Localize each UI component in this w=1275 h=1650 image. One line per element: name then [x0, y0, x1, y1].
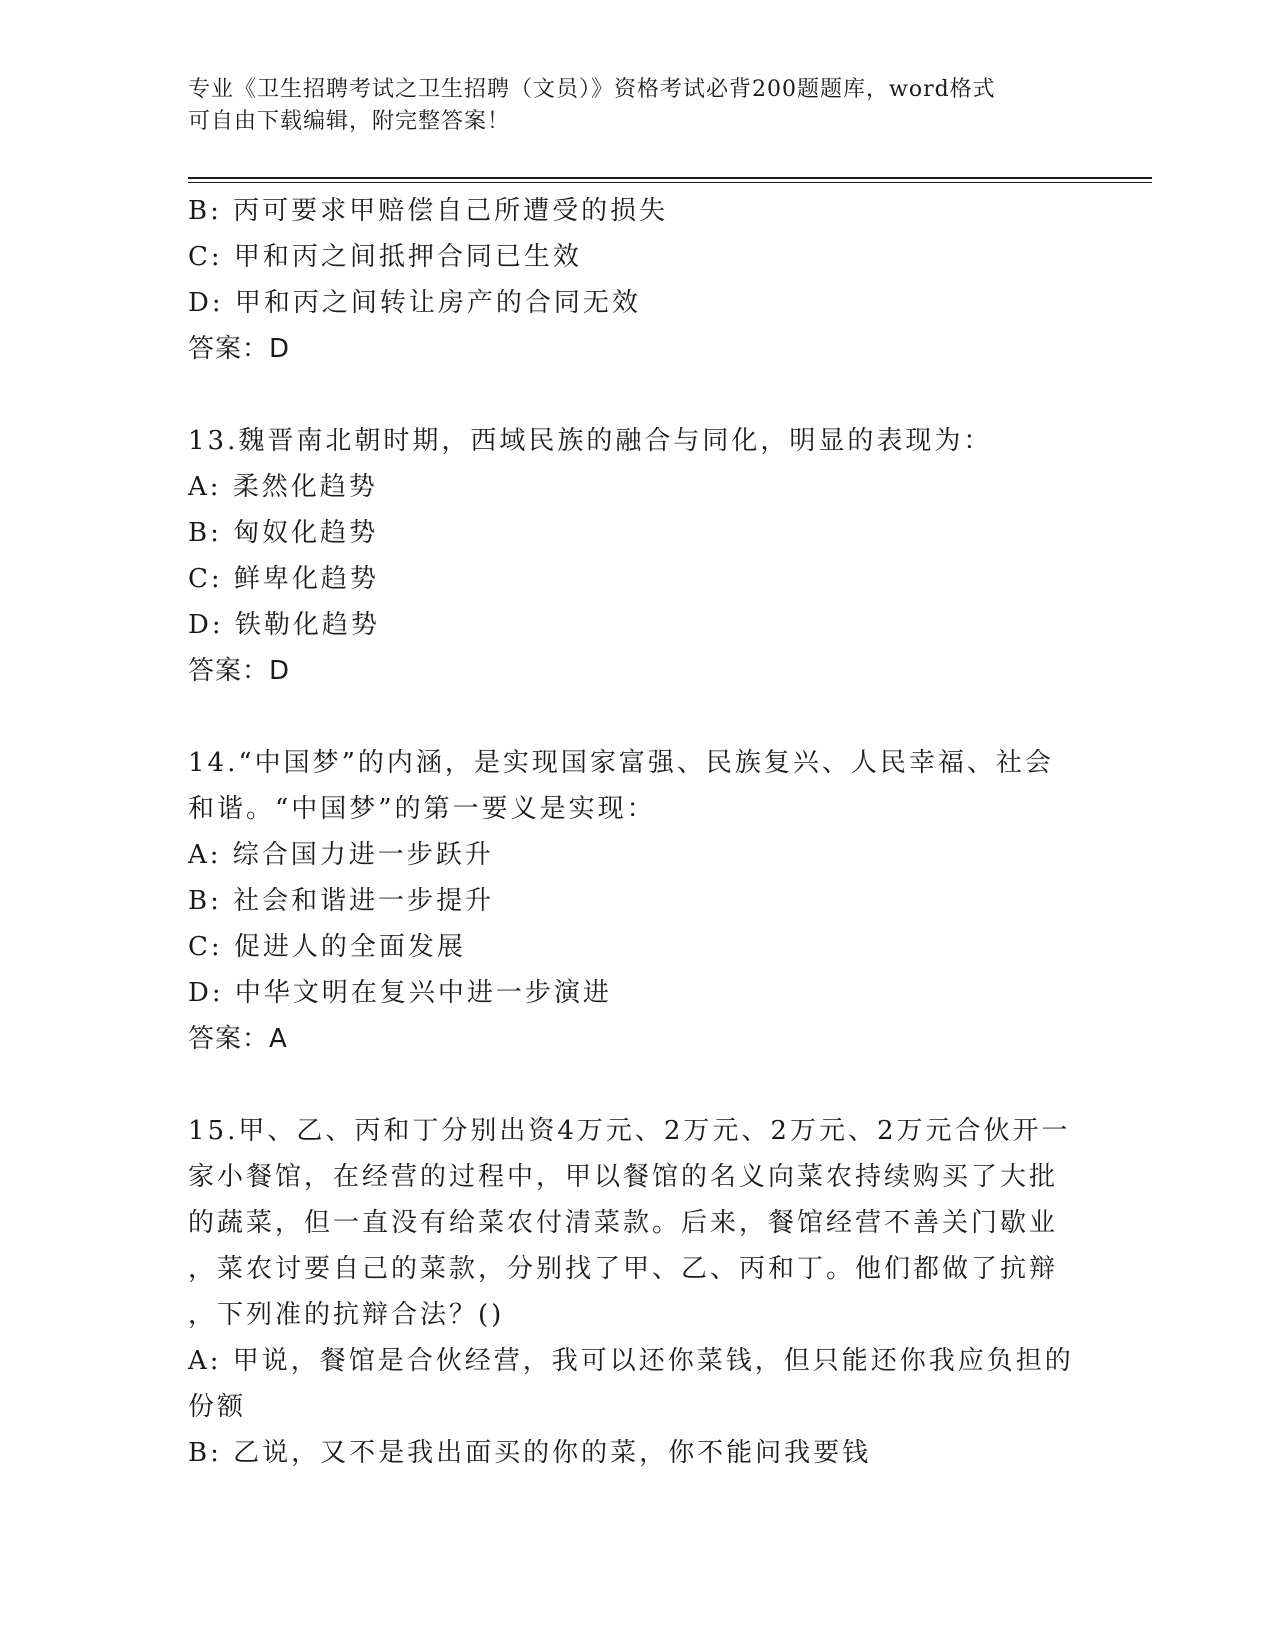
- q13-option-d: D: 铁勒化趋势: [188, 610, 380, 640]
- q15-option-a-line-1: A: 甲说，餐馆是合伙经营，我可以还你菜钱，但只能还你我应负担的: [188, 1346, 1074, 1376]
- q13-stem: 13.魏晋南北朝时期，西域民族的融合与同化，明显的表现为：: [188, 426, 993, 456]
- q15-stem-line-3: 的蔬菜，但一直没有给菜农付清菜款。后来，餐馆经营不善关门歇业: [188, 1208, 1059, 1238]
- q13-answer: 答案：D: [188, 656, 291, 686]
- q14-stem-line-2: 和谐。“中国梦”的第一要义是实现：: [188, 794, 656, 824]
- q14-stem-line-1: 14.“中国梦”的内涵，是实现国家富强、民族复兴、人民幸福、社会: [188, 748, 1054, 778]
- q14-option-a: A: 综合国力进一步跃升: [188, 840, 494, 870]
- q15-stem-line-4: ，菜农讨要自己的菜款，分别找了甲、乙、丙和丁。他们都做了抗辩: [188, 1254, 1059, 1284]
- spacer: [188, 372, 1088, 418]
- q12-option-b: B: 丙可要求甲赔偿自己所遭受的损失: [188, 196, 669, 226]
- q15-option-b: B: 乙说，又不是我出面买的你的菜，你不能问我要钱: [188, 1438, 872, 1468]
- q14-answer: 答案：A: [188, 1024, 288, 1054]
- question-list: [188, 188, 1088, 1476]
- q14-option-b: B: 社会和谐进一步提升: [188, 886, 495, 916]
- spacer: [188, 694, 1088, 740]
- q13-option-a: A: 柔然化趋势: [188, 472, 378, 502]
- q13-option-b: B: 匈奴化趋势: [188, 518, 379, 548]
- q13-option-c: C: 鲜卑化趋势: [188, 564, 379, 594]
- q15-stem-line-2: 家小餐馆，在经营的过程中，甲以餐馆的名义向菜农持续购买了大批: [188, 1162, 1059, 1192]
- header-line-2: 可自由下载编辑，附完整答案！: [188, 109, 511, 134]
- q15-option-a-line-2: 份额: [188, 1392, 247, 1422]
- q15-stem-line-5: ，下列准的抗辩合法？(): [188, 1300, 505, 1330]
- spacer: [188, 1062, 1088, 1108]
- header-divider-thick: [188, 177, 1152, 179]
- q12-answer: 答案：D: [188, 334, 291, 364]
- q14-option-d: D: 中华文明在复兴中进一步演进: [188, 978, 612, 1008]
- header-divider-thin: [188, 182, 1152, 183]
- q12-option-c: C: 甲和丙之间抵押合同已生效: [188, 242, 582, 272]
- q12-option-d: D: 甲和丙之间转让房产的合同无效: [188, 288, 641, 318]
- q14-option-c: C: 促进人的全面发展: [188, 932, 466, 962]
- header-line-1: 专业《卫生招聘考试之卫生招聘（文员）》资格考试必背200题题库，word格式: [188, 77, 996, 102]
- document-header: [188, 74, 1088, 138]
- q15-stem-line-1: 15.甲、乙、丙和丁分别出资4万元、2万元、2万元、2万元合伙开一: [188, 1116, 1071, 1146]
